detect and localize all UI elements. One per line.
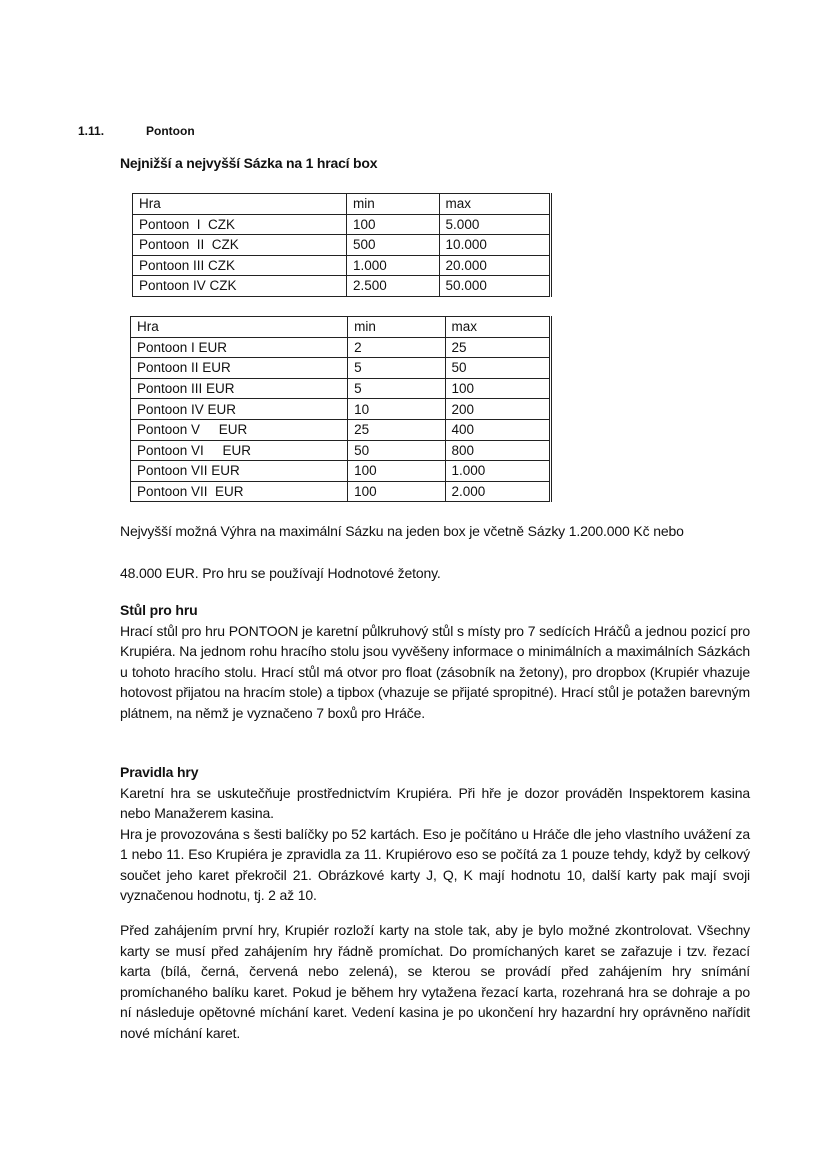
game-cell: Pontoon IV CZK (133, 276, 347, 297)
min-cell: 2.500 (347, 276, 440, 297)
table-row (133, 255, 551, 276)
section-title: Pontoon (146, 124, 195, 138)
max-cell: 5.000 (439, 214, 550, 235)
game-cell: Pontoon VII EUR (131, 461, 348, 482)
min-cell: 25 (348, 419, 445, 440)
max-cell: 50 (445, 358, 550, 379)
rules-section (120, 762, 750, 906)
table-header-row (131, 317, 551, 338)
rules-text-2: Hra je provozována s šesti balíčky po 52 kartách. Eso je počítáno u Hráče dle jeho vlastního uvážení za 1 nebo 11. Eso Krupiéra je zpravidla za 11. Krupiérovo eso se počítá za 1 pouze tehdy, když by celkový součet jeho karet překročil 21. Obrázkové karty J, Q, K mají hodnotu 10, další karty pak mají svoji vyznačenou hodnotu, tj. 2 až 10. (120, 825, 750, 903)
game-cell: Pontoon VII EUR (131, 481, 348, 502)
max-cell: 800 (445, 440, 550, 461)
max-win-paragraph (120, 521, 750, 542)
eur-bet-limits-table (130, 316, 552, 502)
table-row (131, 378, 551, 399)
min-cell: 50 (348, 440, 445, 461)
min-cell: 5 (348, 358, 445, 379)
table-row (133, 214, 551, 235)
table-row (133, 276, 551, 297)
rules-heading: Pravidla hry (120, 764, 199, 780)
czk-bet-limits-table (132, 193, 552, 297)
max-win-line-1: Nejvyšší možná Výhra na maximální Sázku na jeden box je včetně Sázky 1.200.000 Kč nebo (120, 523, 684, 539)
min-cell: 100 (348, 481, 445, 502)
header-cell-game: Hra (131, 317, 348, 338)
table-header-row (133, 194, 551, 215)
game-table-heading: Stůl pro hru (120, 602, 198, 618)
shuffle-paragraph (120, 920, 750, 1043)
max-cell: 400 (445, 419, 550, 440)
max-win-paragraph-cont (120, 563, 750, 584)
max-cell: 2.000 (445, 481, 550, 502)
max-cell: 100 (445, 378, 550, 399)
min-cell: 100 (347, 214, 440, 235)
table-row (131, 440, 551, 461)
table-row (133, 235, 551, 256)
table-row (131, 419, 551, 440)
game-table-section (120, 600, 750, 723)
table-row (131, 461, 551, 482)
game-cell: Pontoon III EUR (131, 378, 348, 399)
min-cell: 500 (347, 235, 440, 256)
shuffle-text: Před zahájením první hry, Krupiér rozloží karty na stole tak, aby je bylo možné zkontrolovat. Všechny karty se musí před zahájením hry řádně promíchat. Do promíchaných karet se zařazuje i tzv. řezací karta (bílá, černá, červená nebo zelená), se kterou se provádí před zahájením hry snímání promíchaného balíku karet. Pokud je během hry vytažena řezací karta, rozehraná hra se dohraje a po ní následuje opětovné míchání karet. Vedení kasina je po ukončení hry hazardní hry oprávněno nařídit nové míchání karet. (120, 922, 750, 1041)
rules-text-1: Karetní hra se uskutečňuje prostřednictvím Krupiéra. Při hře je dozor prováděn Inspektorem kasina nebo Manažerem kasina. (120, 784, 750, 821)
min-cell: 2 (348, 337, 445, 358)
table-row (131, 358, 551, 379)
header-cell-min: min (348, 317, 445, 338)
min-cell: 10 (348, 399, 445, 420)
table-row (131, 481, 551, 502)
max-cell: 200 (445, 399, 550, 420)
game-cell: Pontoon I CZK (133, 214, 347, 235)
max-cell: 20.000 (439, 255, 550, 276)
max-cell: 25 (445, 337, 550, 358)
header-cell-game: Hra (133, 194, 347, 215)
game-cell: Pontoon IV EUR (131, 399, 348, 420)
min-cell: 1.000 (347, 255, 440, 276)
section-number: 1.11. (78, 124, 105, 138)
game-cell: Pontoon I EUR (131, 337, 348, 358)
game-cell: Pontoon II EUR (131, 358, 348, 379)
max-win-line-2: 48.000 EUR. Pro hru se používají Hodnotové žetony. (120, 565, 441, 581)
game-cell: Pontoon VI EUR (131, 440, 348, 461)
game-cell: Pontoon V EUR (131, 419, 348, 440)
max-cell: 1.000 (445, 461, 550, 482)
game-cell: Pontoon III CZK (133, 255, 347, 276)
min-cell: 100 (348, 461, 445, 482)
header-cell-max: max (445, 317, 550, 338)
bet-limits-subtitle: Nejnižší a nejvyšší Sázka na 1 hrací box (120, 155, 378, 171)
max-cell: 50.000 (439, 276, 550, 297)
max-cell: 10.000 (439, 235, 550, 256)
header-cell-max: max (439, 194, 550, 215)
game-table-text: Hrací stůl pro hru PONTOON je karetní půlkruhový stůl s místy pro 7 sedících Hráčů a jednou pozicí pro Krupiéra. Na jednom rohu hracího stolu jsou vyvěšeny informace o minimálních a maximálních Sázkách u tohoto hracího stolu. Hrací stůl má otvor pro float (zásobník na žetony), pro dropbox (Krupiér vhazuje hotovost přijatou na hracím stole) a tipbox (vhazuje se přijaté spropitné). Hrací stůl je potažen barevným plátnem, na němž je vyznačeno 7 boxů pro Hráče. (120, 622, 750, 721)
game-cell: Pontoon II CZK (133, 235, 347, 256)
min-cell: 5 (348, 378, 445, 399)
header-cell-min: min (347, 194, 440, 215)
table-row (131, 337, 551, 358)
table-row (131, 399, 551, 420)
